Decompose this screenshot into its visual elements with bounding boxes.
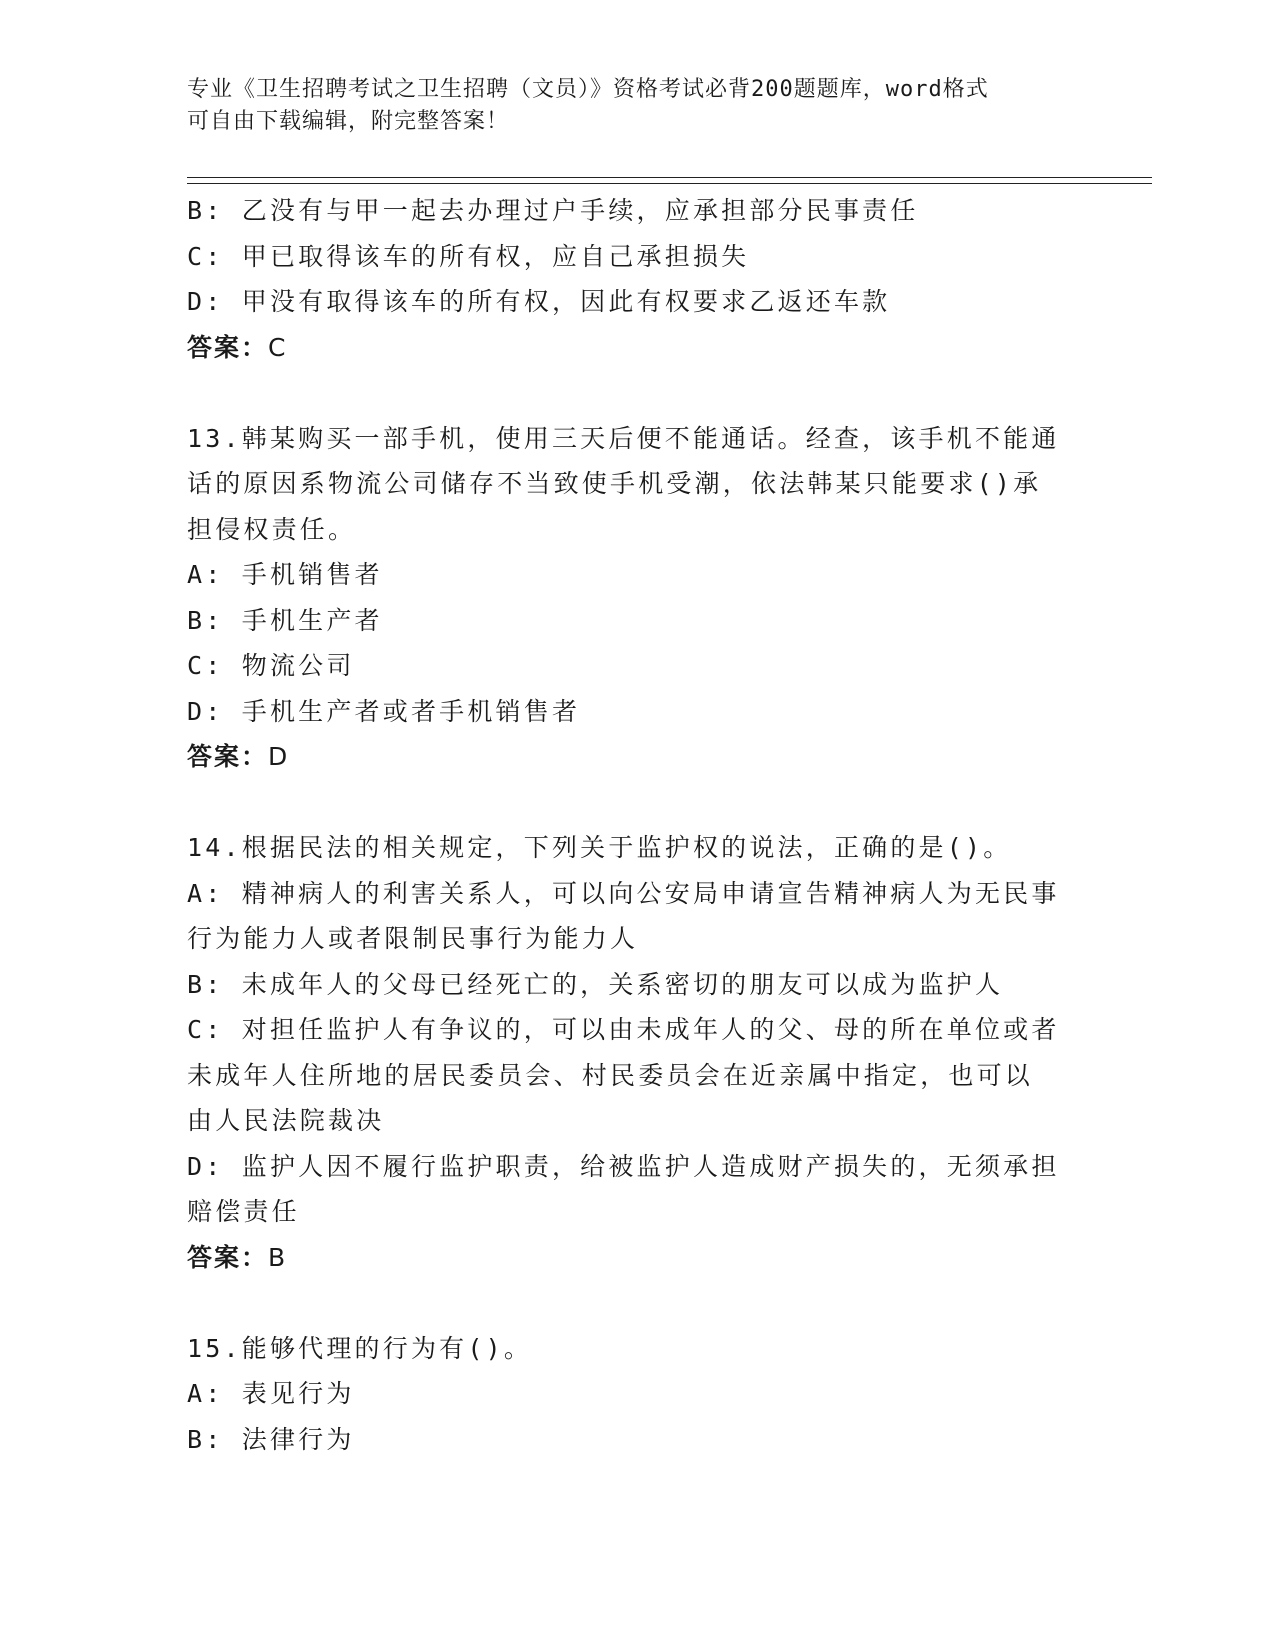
q13-option-a: A: 手机销售者 (187, 560, 383, 589)
q15-stem-line-1: 15.能够代理的行为有()。 (187, 1333, 533, 1363)
q14-option-c-line-3: 由人民法院裁决 (187, 1106, 385, 1135)
q12-option-d: D: 甲没有取得该车的所有权，因此有权要求乙返还车款 (187, 287, 891, 316)
q14-option-c-line-2: 未成年人住所地的居民委员会、村民委员会在近亲属中指定，也可以 (187, 1060, 1034, 1090)
q13-stem-line-3: 担侵权责任。 (187, 514, 357, 544)
q14-option-b: B: 未成年人的父母已经死亡的，关系密切的朋友可以成为监护人 (187, 969, 1004, 999)
header-divider-bottom (187, 183, 1152, 184)
answer-label: 答案： (187, 1242, 269, 1272)
answer-label: 答案： (187, 742, 269, 771)
q14-option-d-line-1: D: 监护人因不履行监护职责，给被监护人造成财产损失的，无须承担 (187, 1151, 1060, 1181)
question-15 (187, 1326, 1067, 1463)
question-spacer (187, 1280, 1067, 1326)
q15-option-b: B: 法律行为 (187, 1424, 355, 1454)
document-header (187, 74, 1067, 138)
question-14 (187, 825, 1067, 1280)
q14-answer (187, 1235, 1067, 1281)
question-12 (187, 188, 1067, 370)
q13-stem-line-1: 13.韩某购买一部手机，使用三天后便不能通话。经查，该手机不能通 (187, 423, 1060, 453)
q14-stem-line-1: 14.根据民法的相关规定，下列关于监护权的说法，正确的是()。 (187, 833, 1012, 862)
q13-option-b: B: 手机生产者 (187, 605, 383, 635)
q12-answer (187, 325, 1067, 371)
q12-option-b: B: 乙没有与甲一起去办理过户手续，应承担部分民事责任 (187, 196, 919, 225)
q15-option-a: A: 表见行为 (187, 1379, 355, 1408)
header-title-line-2: 可自由下载编辑，附完整答案！ (187, 109, 510, 134)
question-spacer (187, 370, 1067, 416)
header-title-line-1: 专业《卫生招聘考试之卫生招聘（文员）》资格考试必背200题题库，word格式 (187, 77, 989, 102)
q13-answer (187, 734, 1067, 780)
q14-option-a-line-2: 行为能力人或者限制民事行为能力人 (187, 924, 639, 953)
answer-value: B (268, 1242, 287, 1272)
q13-stem-line-2: 话的原因系物流公司储存不当致使手机受潮，依法韩某只能要求()承 (187, 469, 1042, 498)
header-divider-top (187, 177, 1152, 178)
q14-option-d-line-2: 赔偿责任 (187, 1197, 300, 1226)
answer-label: 答案： (187, 332, 269, 362)
q14-option-a-line-1: A: 精神病人的利害关系人，可以向公安局申请宣告精神病人为无民事 (187, 878, 1060, 908)
q13-option-d: D: 手机生产者或者手机销售者 (187, 696, 581, 726)
q13-option-c: C: 物流公司 (187, 651, 355, 680)
answer-value: D (268, 742, 289, 771)
question-13 (187, 416, 1067, 780)
question-spacer (187, 780, 1067, 826)
q12-option-c: C: 甲已取得该车的所有权，应自己承担损失 (187, 241, 750, 271)
question-content (187, 188, 1067, 1462)
q14-option-c-line-1: C: 对担任监护人有争议的，可以由未成年人的父、母的所在单位或者 (187, 1015, 1060, 1044)
answer-value: C (268, 332, 287, 362)
